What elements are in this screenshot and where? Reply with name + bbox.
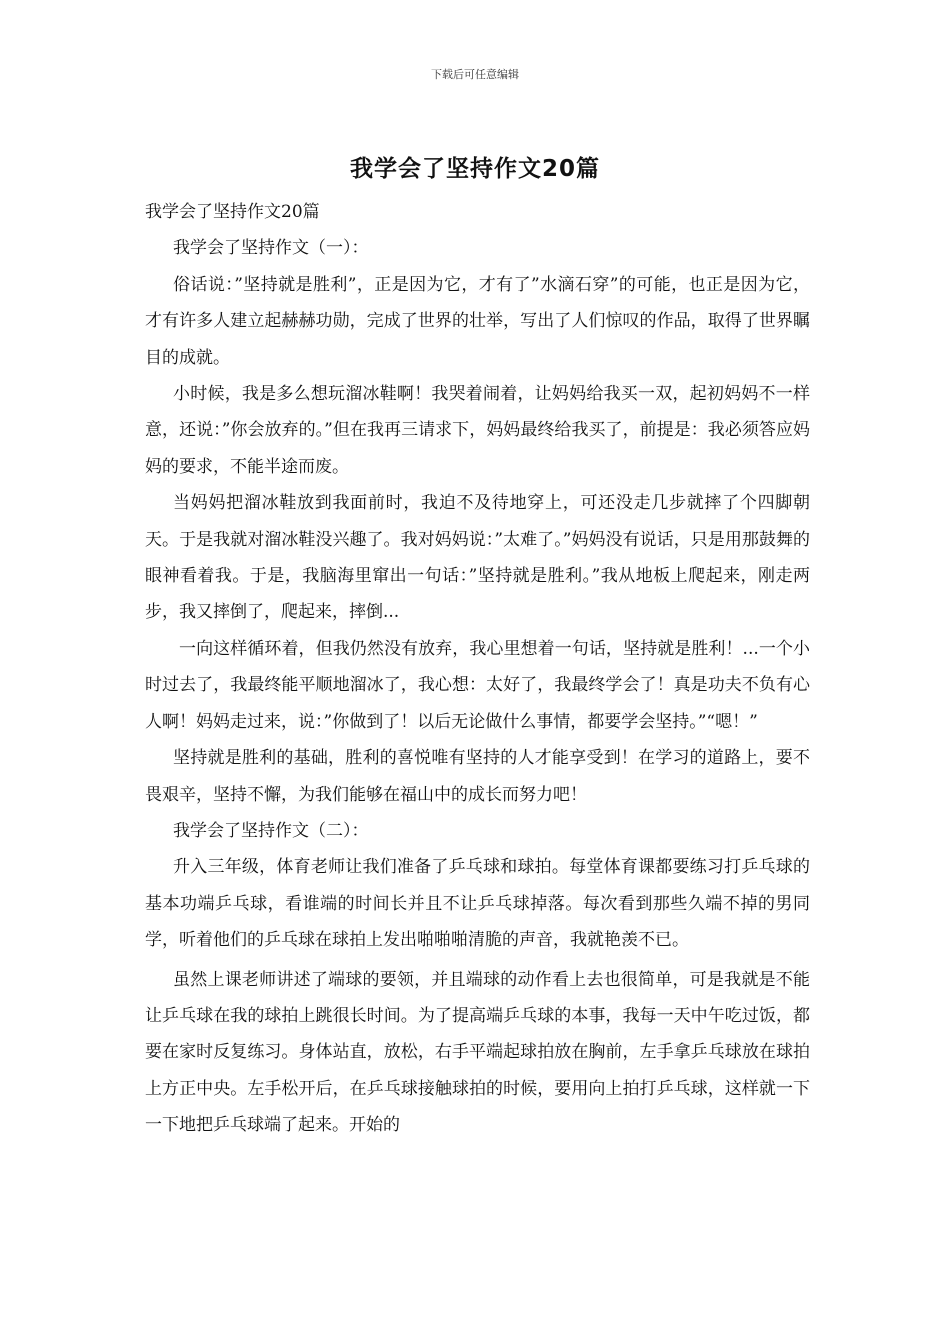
- document-title: 我学会了坚持作文20篇: [349, 156, 600, 182]
- body-paragraph: 俗话说：”坚持就是胜利”，正是因为它，才有了”水滴石穿”的可能，也正是因为它，才有许多人建立起赫赫功勋，完成了世界的壮举，写出了人们惊叹的作品，取得了世界瞩目的成就。: [145, 274, 810, 368]
- body-paragraph: 升入三年级，体育老师让我们准备了乒乓球和球拍。每堂体育课都要练习打乒乓球的基本功端乒乓球，看谁端的时间长并且不让乒乓球掉落。每次看到那些久端不掉的男同学，听着他们的乒乓球在球拍上发出啪啪啪清脆的声音，我就艳羡不已。: [145, 857, 810, 951]
- section-heading-2: 我学会了坚持作文（二）：: [173, 820, 369, 841]
- body-paragraph: 当妈妈把溜冰鞋放到我面前时，我迫不及待地穿上，可还没走几步就摔了个四脚朝天。于是我就对溜冰鞋没兴趣了。我对妈妈说：”太难了。”妈妈没有说话，只是用那鼓舞的眼神看着我。于是，我脑海里窜出一句话：”坚持就是胜利。”我从地板上爬起来，刚走两步，我又摔倒了，爬起来，摔倒...: [145, 493, 810, 623]
- body-paragraph: 一向这样循环着，但我仍然没有放弃，我心里想着一句话，坚持就是胜利！...一个小时过去了，我最终能平顺地溜冰了，我心想：太好了，我最终学会了！真是功夫不负有心人啊！妈妈走过来，说：”你做到了！以后无论做什么事情，都要学会坚持。”“嗯！”: [145, 638, 810, 732]
- body-paragraph: 虽然上课老师讲述了端球的要领，并且端球的动作看上去也很简单，可是我就是不能让乒乓球在我的球拍上跳很长时间。为了提高端乒乓球的本事，我每一天中午吃过饭，都要在家时反复练习。身体站直，放松，右手平端起球拍放在胸前，左手拿乒乓球放在球拍上方正中央。左手松开后，在乒乓球接触球拍的时候，要用向上拍打乒乓球，这样就一下一下地把乒乓球端了起来。开始的: [145, 969, 810, 1136]
- section-heading-1: 我学会了坚持作文（一）：: [173, 238, 369, 259]
- subtitle-paragraph: 我学会了坚持作文20篇: [145, 202, 320, 222]
- body-paragraph: 小时候，我是多么想玩溜冰鞋啊！我哭着闹着，让妈妈给我买一双，起初妈妈不一样意，还说：”你会放弃的。”但在我再三请求下，妈妈最终给我买了，前提是：我必须答应妈妈的要求，不能半途而废。: [145, 384, 810, 477]
- document-body: [145, 194, 810, 1144]
- header-note: 下载后可任意编辑: [431, 68, 519, 81]
- body-paragraph: 坚持就是胜利的基础，胜利的喜悦唯有坚持的人才能享受到！在学习的道路上，要不畏艰辛，坚持不懈，为我们能够在福山中的成长而努力吧！: [145, 748, 810, 805]
